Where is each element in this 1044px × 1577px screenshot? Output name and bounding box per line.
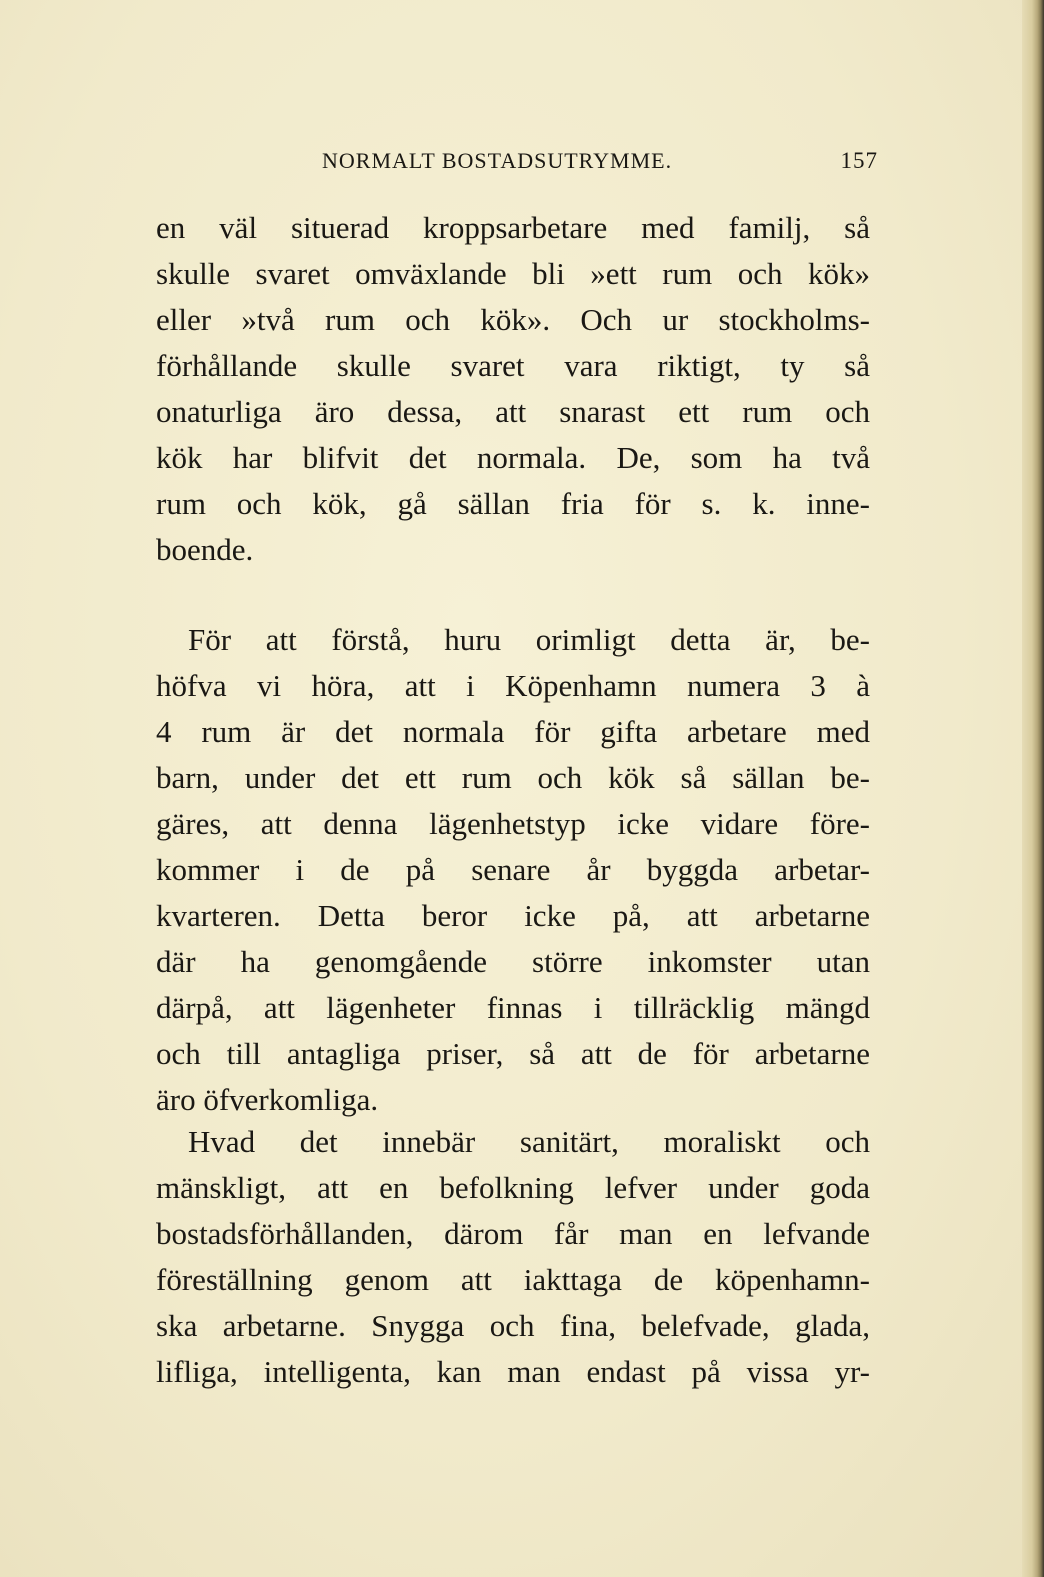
text-line: äro öfverkomliga. — [156, 1082, 379, 1117]
text-line: mänskligt, att en befolkning lefver under goda — [156, 1170, 870, 1205]
text-line: boende. — [156, 532, 254, 567]
page-number: 157 — [840, 148, 878, 173]
paragraph-3 — [156, 1119, 870, 1395]
text-line: lifliga, intelligenta, kan man endast på vissa yr- — [156, 1354, 870, 1389]
text-line: barn, under det ett rum och kök så sällan be- — [156, 760, 870, 795]
text-line: bostadsförhållanden, därom får man en lefvande — [156, 1216, 870, 1251]
text-line: höfva vi höra, att i Köpenhamn numera 3 à — [156, 668, 870, 703]
text-line: föreställning genom att iakttaga de köpenhamn- — [156, 1262, 870, 1297]
running-head: NORMALT BOSTADSUTRYMME. — [322, 148, 673, 173]
text-line: Hvad det innebär sanitärt, moraliskt och — [188, 1124, 870, 1159]
text-line: ska arbetarne. Snygga och fina, belefvade, glada, — [156, 1308, 870, 1343]
text-line: kvarteren. Detta beror icke på, att arbetarne — [156, 898, 870, 933]
page-edge-shadow — [1022, 0, 1044, 1577]
text-line: För att förstå, huru orimligt detta är, be- — [188, 622, 870, 657]
text-line: skulle svaret omväxlande bli »ett rum och kök» — [156, 256, 870, 291]
text-line: onaturliga äro dessa, att snarast ett rum och — [156, 394, 870, 429]
text-line: 4 rum är det normala för gifta arbetare med — [156, 714, 870, 749]
text-line: kök har blifvit det normala. De, som ha två — [156, 440, 870, 475]
text-line: gäres, att denna lägenhetstyp icke vidare före- — [156, 806, 870, 841]
text-line: där ha genomgående större inkomster utan — [156, 944, 870, 979]
paragraph-2 — [156, 617, 870, 1123]
text-line: eller »två rum och kök». Och ur stockholms- — [156, 302, 870, 337]
text-line: förhållande skulle svaret vara riktigt, ty så — [156, 348, 870, 383]
text-line: och till antagliga priser, så att de för arbetarne — [156, 1036, 870, 1071]
text-line: en väl situerad kroppsarbetare med familj, så — [156, 210, 870, 245]
text-line: därpå, att lägenheter finnas i tillräcklig mängd — [156, 990, 870, 1025]
text-line: kommer i de på senare år byggda arbetar- — [156, 852, 870, 887]
paragraph-1 — [156, 205, 870, 573]
text-line: rum och kök, gå sällan fria för s. k. inne- — [156, 486, 870, 521]
page-header — [322, 144, 878, 178]
